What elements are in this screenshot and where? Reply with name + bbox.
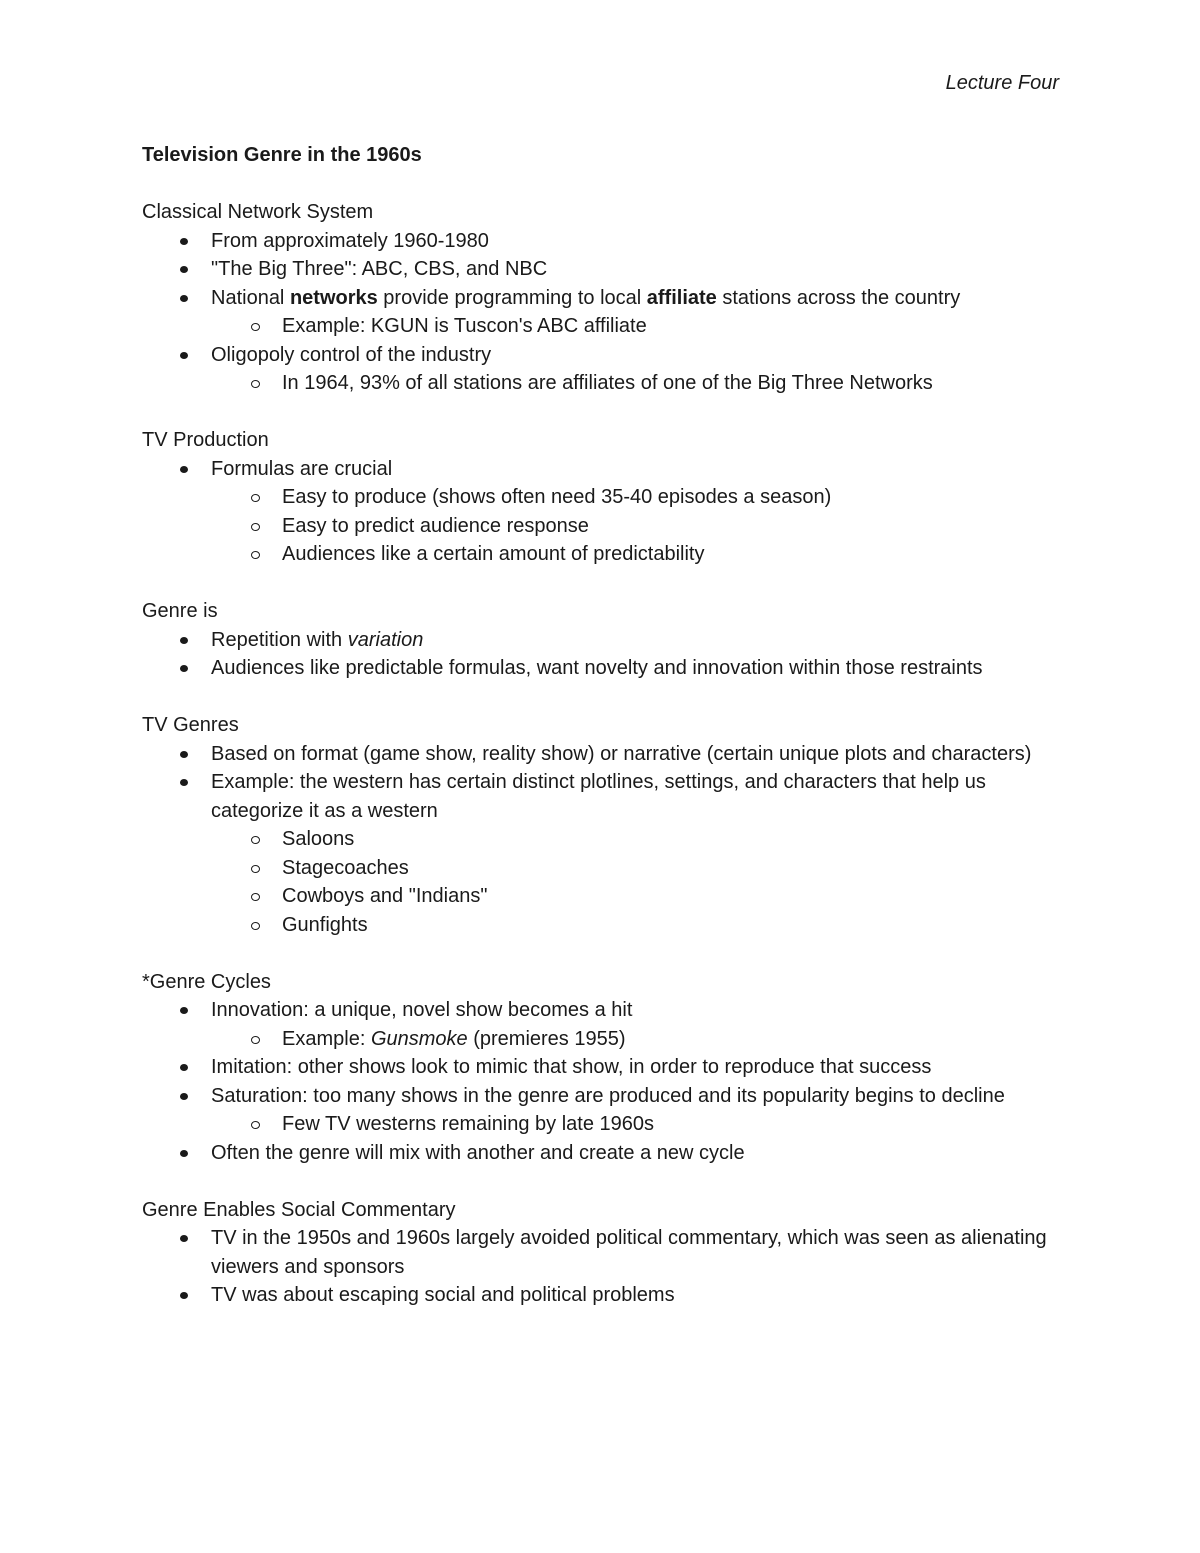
text-run: Repetition with xyxy=(211,628,348,651)
spacer xyxy=(142,170,1062,199)
page-header-label: Lecture Four xyxy=(945,72,1059,94)
genres-bullet-1: Based on format (game show, reality show) or narrative (certain unique plots and characters) xyxy=(142,740,1062,769)
network-bullet-3 xyxy=(142,284,1062,313)
genre-is-bullet-2: Audiences like predictable formulas, want novelty and innovation within those restraints xyxy=(142,654,1062,683)
production-bullet-1: Formulas are crucial xyxy=(142,455,1062,484)
spacer xyxy=(142,569,1062,598)
spacer xyxy=(142,683,1062,712)
bold-term-networks: networks xyxy=(289,286,378,309)
text-run: National xyxy=(211,286,290,309)
cycles-bullet-4: Often the genre will mix with another and create a new cycle xyxy=(142,1139,1062,1168)
genres-list xyxy=(142,740,1062,940)
genres-subbullet-4: Gunfights xyxy=(142,911,1062,940)
network-bullet-1: From approximately 1960-1980 xyxy=(142,227,1062,256)
commentary-bullet-1: TV in the 1950s and 1960s largely avoided political commentary, which was seen as alienating viewers and sponsors xyxy=(142,1224,1062,1281)
commentary-bullet-2: TV was about escaping social and political problems xyxy=(142,1281,1062,1310)
genres-subbullet-1: Saloons xyxy=(142,825,1062,854)
section-heading-genres: TV Genres xyxy=(142,714,239,736)
italic-term-variation: variation xyxy=(347,628,424,651)
cycles-bullet-1: Innovation: a unique, novel show becomes a hit xyxy=(142,996,1062,1025)
cycles-bullet-2: Imitation: other shows look to mimic that show, in order to reproduce that success xyxy=(142,1053,1062,1082)
network-bullet-2: "The Big Three": ABC, CBS, and NBC xyxy=(142,255,1062,284)
network-list xyxy=(142,227,1062,398)
section-heading-genre-is: Genre is xyxy=(142,600,218,622)
genre-is-list xyxy=(142,626,1062,683)
production-subbullet-3: Audiences like a certain amount of predictability xyxy=(142,540,1062,569)
bold-term-affiliate: affiliate xyxy=(646,286,717,309)
text-run: (premieres 1955) xyxy=(467,1027,626,1050)
section-heading-commentary: Genre Enables Social Commentary xyxy=(142,1198,456,1221)
commentary-list xyxy=(142,1224,1062,1310)
production-subbullet-1: Easy to produce (shows often need 35-40 episodes a season) xyxy=(142,483,1062,512)
spacer xyxy=(142,1167,1062,1196)
cycles-list xyxy=(142,996,1062,1167)
section-heading-production: TV Production xyxy=(142,429,269,451)
production-list xyxy=(142,455,1062,569)
genres-subbullet-2: Stagecoaches xyxy=(142,854,1062,883)
spacer xyxy=(142,398,1062,427)
text-run: provide programming to local xyxy=(377,286,647,309)
cycles-subbullet-2: Few TV westerns remaining by late 1960s xyxy=(142,1110,1062,1139)
genres-bullet-2: Example: the western has certain distinct plotlines, settings, and characters that help us categorize it as a western xyxy=(142,768,1062,825)
section-heading-cycles: *Genre Cycles xyxy=(142,970,271,993)
text-run: stations across the country xyxy=(716,286,961,309)
italic-title-gunsmoke: Gunsmoke xyxy=(370,1027,468,1050)
genres-subbullet-3: Cowboys and "Indians" xyxy=(142,882,1062,911)
section-heading-network: Classical Network System xyxy=(142,201,374,223)
production-subbullet-2: Easy to predict audience response xyxy=(142,512,1062,541)
network-subbullet-2: In 1964, 93% of all stations are affiliates of one of the Big Three Networks xyxy=(142,369,1062,398)
spacer xyxy=(142,939,1062,968)
cycles-subbullet-1 xyxy=(142,1025,1062,1054)
cycles-bullet-3: Saturation: too many shows in the genre are produced and its popularity begins to decline xyxy=(142,1082,1062,1111)
network-bullet-4: Oligopoly control of the industry xyxy=(142,341,1062,370)
text-run: Example: xyxy=(282,1027,371,1050)
network-subbullet-1: Example: KGUN is Tuscon's ABC affiliate xyxy=(142,312,1062,341)
document-body xyxy=(142,141,1062,1310)
document-title: Television Genre in the 1960s xyxy=(142,144,422,166)
genre-is-bullet-1 xyxy=(142,626,1062,655)
